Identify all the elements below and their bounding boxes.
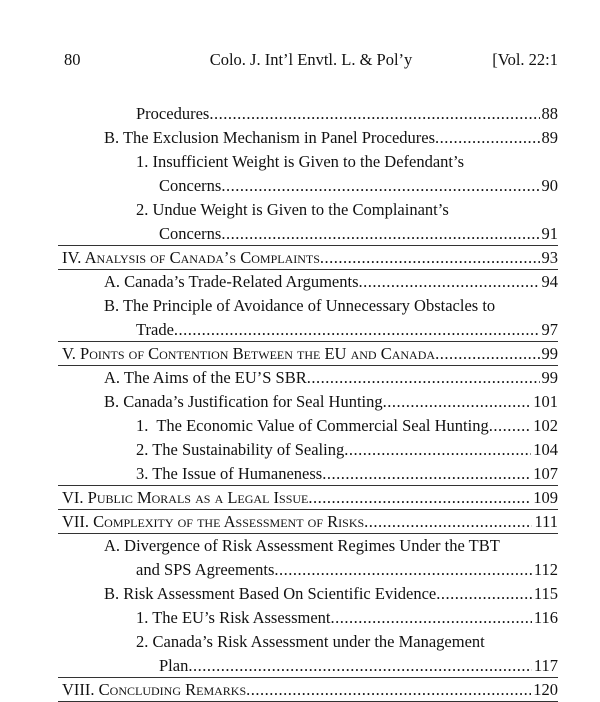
toc-entry-label: Concerns bbox=[159, 176, 222, 195]
toc-entry-label: IV. Analysis of Canada’s Complaints bbox=[62, 248, 320, 267]
section-rule bbox=[58, 509, 558, 510]
toc-entry-label: 3. The Issue of Humaneness bbox=[136, 464, 323, 483]
section-rule bbox=[58, 533, 558, 534]
toc-entry-page: 111 bbox=[534, 512, 558, 531]
toc-entry-page: 107 bbox=[533, 464, 558, 483]
dot-leader bbox=[174, 318, 540, 342]
dot-leader bbox=[246, 678, 531, 702]
page-number: 80 bbox=[64, 50, 81, 69]
dot-leader bbox=[188, 654, 532, 678]
toc-entry bbox=[0, 630, 600, 654]
section-rule bbox=[58, 485, 558, 486]
toc-entry-label: VII. Complexity of the Assessment of Risks bbox=[62, 512, 365, 531]
toc-entry-page: 99 bbox=[541, 344, 558, 363]
toc-entry bbox=[0, 462, 600, 486]
toc-entry bbox=[0, 270, 600, 294]
toc-entry bbox=[0, 390, 600, 414]
toc-entry bbox=[0, 582, 600, 606]
toc-entry-label: B. Canada’s Justification for Seal Hunting bbox=[104, 392, 383, 411]
toc-entry-label: VI. Public Morals as a Legal Issue bbox=[62, 488, 309, 507]
toc-entry-label: 1. The EU’s Risk Assessment bbox=[136, 608, 331, 627]
toc-entry-label: 2. Undue Weight is Given to the Complainant’s bbox=[136, 200, 449, 219]
dot-leader bbox=[221, 222, 539, 246]
toc-entry-page: 101 bbox=[533, 392, 558, 411]
toc-entry bbox=[0, 198, 600, 222]
toc-entry-label: 1. Insufficient Weight is Given to the Defendant’s bbox=[136, 152, 464, 171]
toc-entry-label: 2. Canada’s Risk Assessment under the Management bbox=[136, 632, 485, 651]
journal-title: Colo. J. Int’l Envtl. L. & Pol’y bbox=[209, 50, 413, 69]
toc-entry-page: 102 bbox=[533, 416, 558, 435]
toc-entry-page: 90 bbox=[541, 176, 558, 195]
toc-entry bbox=[0, 510, 600, 534]
toc-entry bbox=[0, 294, 600, 318]
toc-entry-page: 91 bbox=[541, 224, 558, 243]
volume-label: [Vol. 22:1 bbox=[492, 50, 558, 69]
toc-entry-page: 99 bbox=[541, 368, 558, 387]
toc-entry-label: 2. The Sustainability of Sealing bbox=[136, 440, 345, 459]
toc-entry bbox=[0, 486, 600, 510]
section-rule bbox=[58, 365, 558, 366]
toc-entry-page: 117 bbox=[533, 656, 558, 675]
toc-entry bbox=[0, 606, 600, 630]
dot-leader bbox=[274, 558, 531, 582]
dot-leader bbox=[435, 342, 539, 366]
dot-leader bbox=[344, 438, 531, 462]
toc-entry-label: Trade bbox=[136, 320, 174, 339]
toc-entry-page: 88 bbox=[541, 104, 558, 123]
toc-entry-page: 93 bbox=[541, 248, 558, 267]
toc-entry bbox=[0, 342, 600, 366]
toc-entry bbox=[0, 174, 600, 198]
running-header bbox=[64, 50, 558, 72]
toc-entry bbox=[0, 366, 600, 390]
toc-entry bbox=[0, 678, 600, 702]
section-rule bbox=[58, 269, 558, 270]
dot-leader bbox=[489, 414, 532, 438]
toc-entry-page: 97 bbox=[541, 320, 558, 339]
toc-entry-label: Concerns bbox=[159, 224, 222, 243]
toc-entry bbox=[0, 558, 600, 582]
toc-entry-page: 116 bbox=[533, 608, 558, 627]
toc-entry bbox=[0, 126, 600, 150]
toc-entry-label: 1. The Economic Value of Commercial Seal Hunting bbox=[136, 416, 489, 435]
dot-leader bbox=[359, 270, 540, 294]
dot-leader bbox=[320, 246, 540, 270]
toc-entry bbox=[0, 222, 600, 246]
dot-leader bbox=[307, 366, 540, 390]
toc-entry-label: A. Canada’s Trade-Related Arguments bbox=[104, 272, 359, 291]
toc-entry-label: B. Risk Assessment Based On Scientific Evidence bbox=[104, 584, 437, 603]
toc-entry bbox=[0, 150, 600, 174]
toc-entry bbox=[0, 414, 600, 438]
toc-entry bbox=[0, 654, 600, 678]
section-rule bbox=[58, 341, 558, 342]
toc-entry-label: A. The Aims of the EU’S SBR bbox=[104, 368, 307, 387]
toc-entry bbox=[0, 246, 600, 270]
toc-entry-page: 120 bbox=[533, 680, 558, 699]
toc-entry bbox=[0, 102, 600, 126]
toc-entry-label: Procedures bbox=[136, 104, 210, 123]
dot-leader bbox=[322, 462, 531, 486]
toc-entry-label: A. Divergence of Risk Assessment Regimes Under the TBT bbox=[104, 536, 500, 555]
toc-entry-page: 104 bbox=[533, 440, 558, 459]
dot-leader bbox=[308, 486, 531, 510]
section-rule bbox=[58, 245, 558, 246]
toc-entry-label: VIII. Concluding Remarks bbox=[62, 680, 247, 699]
toc-entry-label: and SPS Agreements bbox=[136, 560, 275, 579]
dot-leader bbox=[364, 510, 532, 534]
toc-entry-label: B. The Principle of Avoidance of Unnecessary Obstacles to bbox=[104, 296, 496, 315]
toc-entry-page: 115 bbox=[533, 584, 558, 603]
dot-leader bbox=[436, 582, 532, 606]
toc-entry-page: 94 bbox=[541, 272, 558, 291]
toc-entry-page: 89 bbox=[541, 128, 558, 147]
toc-entry-label: B. The Exclusion Mechanism in Panel Procedures bbox=[104, 128, 436, 147]
toc-entry-label: Plan bbox=[159, 656, 189, 675]
dot-leader bbox=[209, 102, 539, 126]
dot-leader bbox=[331, 606, 532, 630]
toc-entry-label: V. Points of Contention Between the EU and Canada bbox=[62, 344, 436, 363]
dot-leader bbox=[221, 174, 539, 198]
dot-leader bbox=[383, 390, 532, 414]
toc-entry bbox=[0, 438, 600, 462]
toc-entry-page: 112 bbox=[533, 560, 558, 579]
section-rule bbox=[58, 677, 558, 678]
toc-entry-page: 109 bbox=[533, 488, 558, 507]
toc-entry bbox=[0, 534, 600, 558]
toc-entry bbox=[0, 318, 600, 342]
dot-leader bbox=[435, 126, 539, 150]
